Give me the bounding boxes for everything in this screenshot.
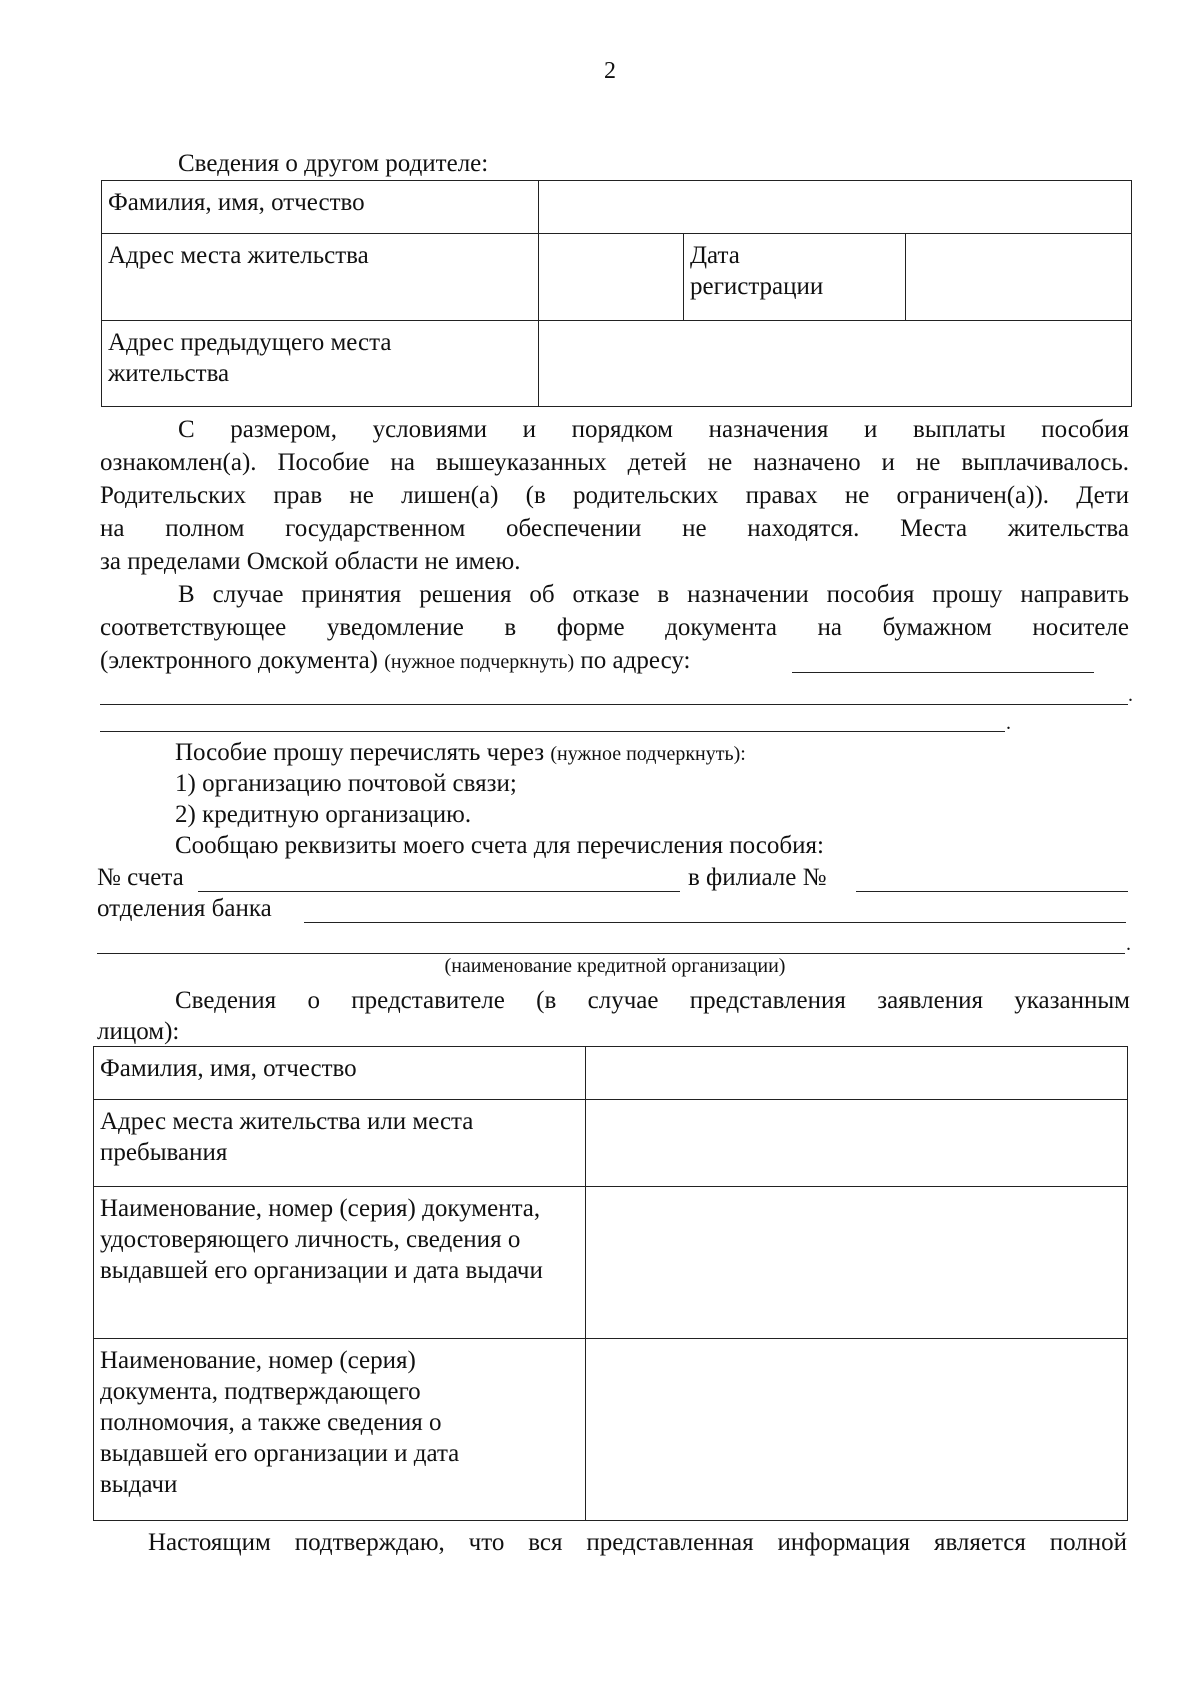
account-intro: Сообщаю реквизиты моего счета для перечисления пособия: (175, 832, 824, 859)
value-registration-date[interactable] (906, 234, 1132, 321)
statement-line-5: за пределами Омской области не имею. (100, 548, 521, 575)
representative-table (93, 1046, 1128, 1521)
table-row (102, 181, 1132, 234)
label-rep-address: Адрес места жительства или места пребывания (94, 1100, 586, 1187)
table-row (102, 321, 1132, 407)
value-rep-id-document[interactable] (586, 1187, 1128, 1339)
address-blank-3[interactable] (100, 730, 1005, 732)
value-rep-address[interactable] (586, 1100, 1128, 1187)
statement-line-1: С размером, условиями и порядком назначения и выплаты пособия (178, 416, 1129, 443)
refusal-address-label: по адресу: (580, 647, 691, 674)
label-rep-authority-document: Наименование, номер (серия) документа, подтверждающего полномочия, а также сведения о выдавшей его организации и дата выдачи (94, 1339, 586, 1521)
refusal-line-3 (100, 645, 690, 678)
value-full-name[interactable] (539, 181, 1132, 234)
table-row (94, 1339, 1128, 1521)
page-number: 2 (604, 58, 616, 84)
other-parent-heading: Сведения о другом родителе: (178, 150, 489, 177)
statement-line-4: на полном государственном обеспечении не находятся. Места жительства (100, 515, 1129, 542)
table-row (94, 1047, 1128, 1100)
refusal-line-2: соответствующее уведомление в форме документа на бумажном носителе (100, 614, 1129, 641)
label-full-name: Фамилия, имя, отчество (102, 181, 539, 234)
refusal-doc-type: (электронного документа) (100, 647, 378, 674)
refusal-hint: (нужное подчеркнуть) (384, 651, 575, 673)
label-previous-address: Адрес предыдущего места жительства (102, 321, 539, 407)
value-rep-full-name[interactable] (586, 1047, 1128, 1100)
value-address[interactable] (539, 234, 684, 321)
payment-option-post[interactable]: 1) организацию почтовой связи; (175, 770, 517, 797)
address-blank-1[interactable] (792, 671, 1094, 673)
branch-label: в филиале № (688, 864, 827, 891)
address-blank-2[interactable] (100, 703, 1128, 705)
bank-office-blank[interactable] (304, 921, 1126, 923)
payment-option-bank[interactable]: 2) кредитную организацию. (175, 801, 472, 828)
label-rep-id-document: Наименование, номер (серия) документа, удостоверяющего личность, сведения о выдавшей его организации и дата выдачи (94, 1187, 586, 1339)
representative-heading-line-2: лицом): (97, 1018, 180, 1045)
table-row (94, 1100, 1128, 1187)
table-row (102, 234, 1132, 321)
payment-hint: (нужное подчеркнуть): (550, 743, 746, 765)
bank-office-label: отделения банка (97, 895, 272, 922)
account-label: № счета (97, 864, 184, 891)
confirmation-text: Настоящим подтверждаю, что вся представленная информация является полной (148, 1529, 1127, 1556)
payment-intro: Пособие прошу перечислять через (175, 739, 545, 766)
representative-heading-line-1: Сведения о представителе (в случае представления заявления указанным (175, 987, 1130, 1014)
label-registration-date: Дата регистрации (684, 234, 906, 321)
bank-name-caption: (наименование кредитной организации) (444, 955, 786, 977)
value-rep-authority-document[interactable] (586, 1339, 1128, 1521)
statement-line-3: Родительских прав не лишен(а) (в родительских правах не ограничен(а)). Дети (100, 482, 1129, 509)
branch-number-blank[interactable] (856, 890, 1128, 892)
value-previous-address[interactable] (539, 321, 1132, 407)
document-page: 2 Сведения о другом родителе: Фамилия, имя, отчество Адрес места жительства Дата регистрации Адрес предыдущего места жительства С размером, условиями и порядком назначения и выплаты пособия ознакомлен(а). Пособие на вышеуказанных детей не назначено и не выплачивалось. Родительских прав не лишен(а) (в родительских правах не ограничен(а)). Дети на полном государственном обеспечении не находятся. Места жительства за пределами Омской области не имею. В случае принятия решения об отказе в назначении пособия прошу направить соответствующее уведомление в форме документа на бумажном носителе (электронного документа) (нужное подчеркнуть) по адресу: . . Пособие прошу перечислять через (нужное подчеркнуть): 1) организацию почтовой связи; 2) кредитную организацию. Сообщаю реквизиты моего счета для перечисления пособия: № счета в филиале № отделения банка . (наименование кредитной организации) Сведения о представителе (в случае представления заявления указанным лицом): Фамилия, имя, отчество Адрес места жительства или места пребывания Наименование, номер (серия) документа, удостоверяющего личность, сведения о выдавшей его организации и дата выдачи Наименование, номер (серия) документа, подтверждающего полномочия, а также сведения о выдавшей его организации и дата выдачи Настоящим подтверждаю, что вся представленная информация является полной (0, 0, 1200, 1697)
label-address: Адрес места жительства (102, 234, 539, 321)
label-rep-full-name: Фамилия, имя, отчество (94, 1047, 586, 1100)
table-row (94, 1187, 1128, 1339)
payment-line-1 (175, 737, 746, 770)
account-number-blank[interactable] (198, 890, 680, 892)
refusal-line-1: В случае принятия решения об отказе в назначении пособия прошу направить (178, 581, 1129, 608)
statement-line-2: ознакомлен(а). Пособие на вышеуказанных детей не назначено и не выплачивалось. (100, 449, 1129, 476)
bank-name-blank[interactable] (97, 952, 1125, 954)
other-parent-table (101, 180, 1132, 407)
